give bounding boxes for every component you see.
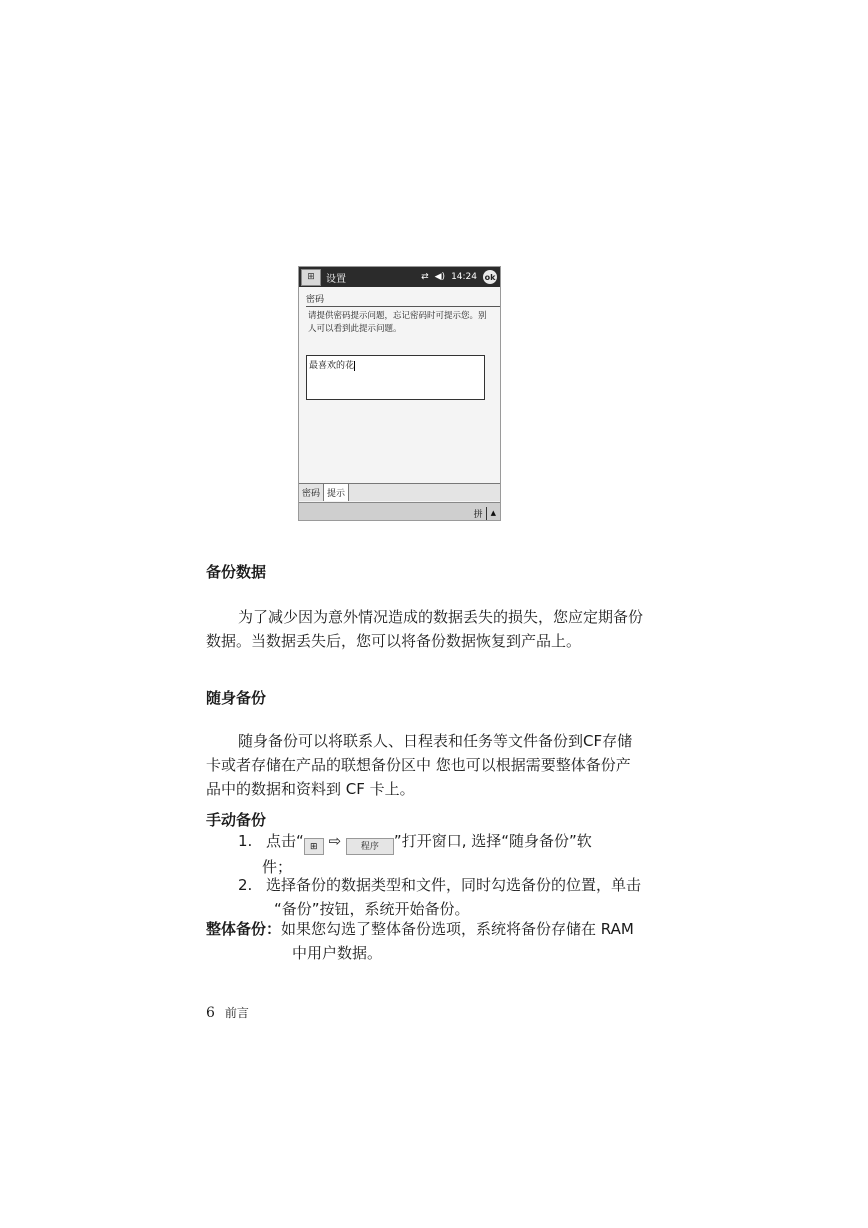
backup-paragraph-text: 为了减少因为意外情况造成的数据丢失的损失，您应定期备份数据。当数据丢失后，您可以将备份数据恢复到产品上。 <box>206 608 644 650</box>
step-1 <box>238 829 643 879</box>
section-title-backup: 备份数据 <box>206 563 267 581</box>
clock[interactable]: 14:24 <box>451 272 477 282</box>
input-panel-arrow-icon[interactable]: ▲ <box>490 509 496 517</box>
full-backup-text-a: 如果您勾选了整体备份选项，系统将备份存储在 RAM <box>281 920 634 938</box>
speaker-icon[interactable]: ◀) <box>434 272 446 282</box>
windows-start-icon: ⊞ <box>304 838 324 855</box>
step-2-text-b: “备份”按钮，系统开始备份。 <box>274 900 470 918</box>
hint-question-input[interactable] <box>306 355 485 400</box>
tab-hint[interactable]: 提示 <box>324 484 349 501</box>
step-1-text-b: ”打开窗口, 选择“随身备份”软 <box>393 832 592 850</box>
input-method-button[interactable]: 拼 <box>471 507 487 520</box>
step-2 <box>238 873 643 921</box>
step-2-text-a: 选择备份的数据类型和文件，同时勾选备份的位置，单击 <box>266 876 642 894</box>
programs-icon-label: 程序 <box>360 842 379 852</box>
windows-start-icon[interactable]: ⊞ <box>301 269 321 286</box>
connectivity-icon[interactable]: ⇄ <box>421 272 429 282</box>
section-title-manual: 手动备份 <box>206 811 267 829</box>
carry-paragraph <box>206 729 643 801</box>
tab-password[interactable]: 密码 <box>299 484 324 501</box>
full-backup-label: 整体备份： <box>206 920 282 938</box>
text-caret <box>354 361 355 371</box>
pda-taskbar <box>299 502 500 521</box>
backup-paragraph <box>206 605 643 653</box>
page-footer <box>206 1004 249 1021</box>
arrow-right-icon: ⇨ <box>328 832 342 850</box>
step-1-text-a: 点击“ <box>266 832 304 850</box>
step-1-text-c: 件； <box>262 858 293 876</box>
programs-icon <box>346 838 394 855</box>
status-area <box>421 270 500 284</box>
footer-label: 前言 <box>224 1006 249 1020</box>
step-number: 1. <box>238 832 253 850</box>
pda-titlebar <box>299 267 500 287</box>
pda-tabs <box>299 483 500 501</box>
hint-question-value: 最喜欢的花 <box>309 361 355 371</box>
pda-title: 设置 <box>326 273 346 285</box>
pda-screenshot <box>298 266 501 521</box>
ok-button[interactable]: ok <box>483 270 497 284</box>
pda-hint-text: 请提供密码提示问题，忘记密码时可提示您。别人可以看到此提示问题。 <box>308 311 487 334</box>
full-backup-text-b: 中用户数据。 <box>292 944 383 962</box>
full-backup-note <box>206 917 643 965</box>
carry-paragraph-text: 随身备份可以将联系人、日程表和任务等文件备份到CF存储卡或者存储在产品的联想备份区中 您也可以根据需要整体备份产品中的数据和资料到 CF 卡上。 <box>206 732 633 798</box>
pda-page-heading: 密码 <box>306 292 501 307</box>
step-number: 2. <box>238 876 253 894</box>
page-number: 6 <box>206 1005 215 1021</box>
section-title-carry: 随身备份 <box>206 689 267 707</box>
